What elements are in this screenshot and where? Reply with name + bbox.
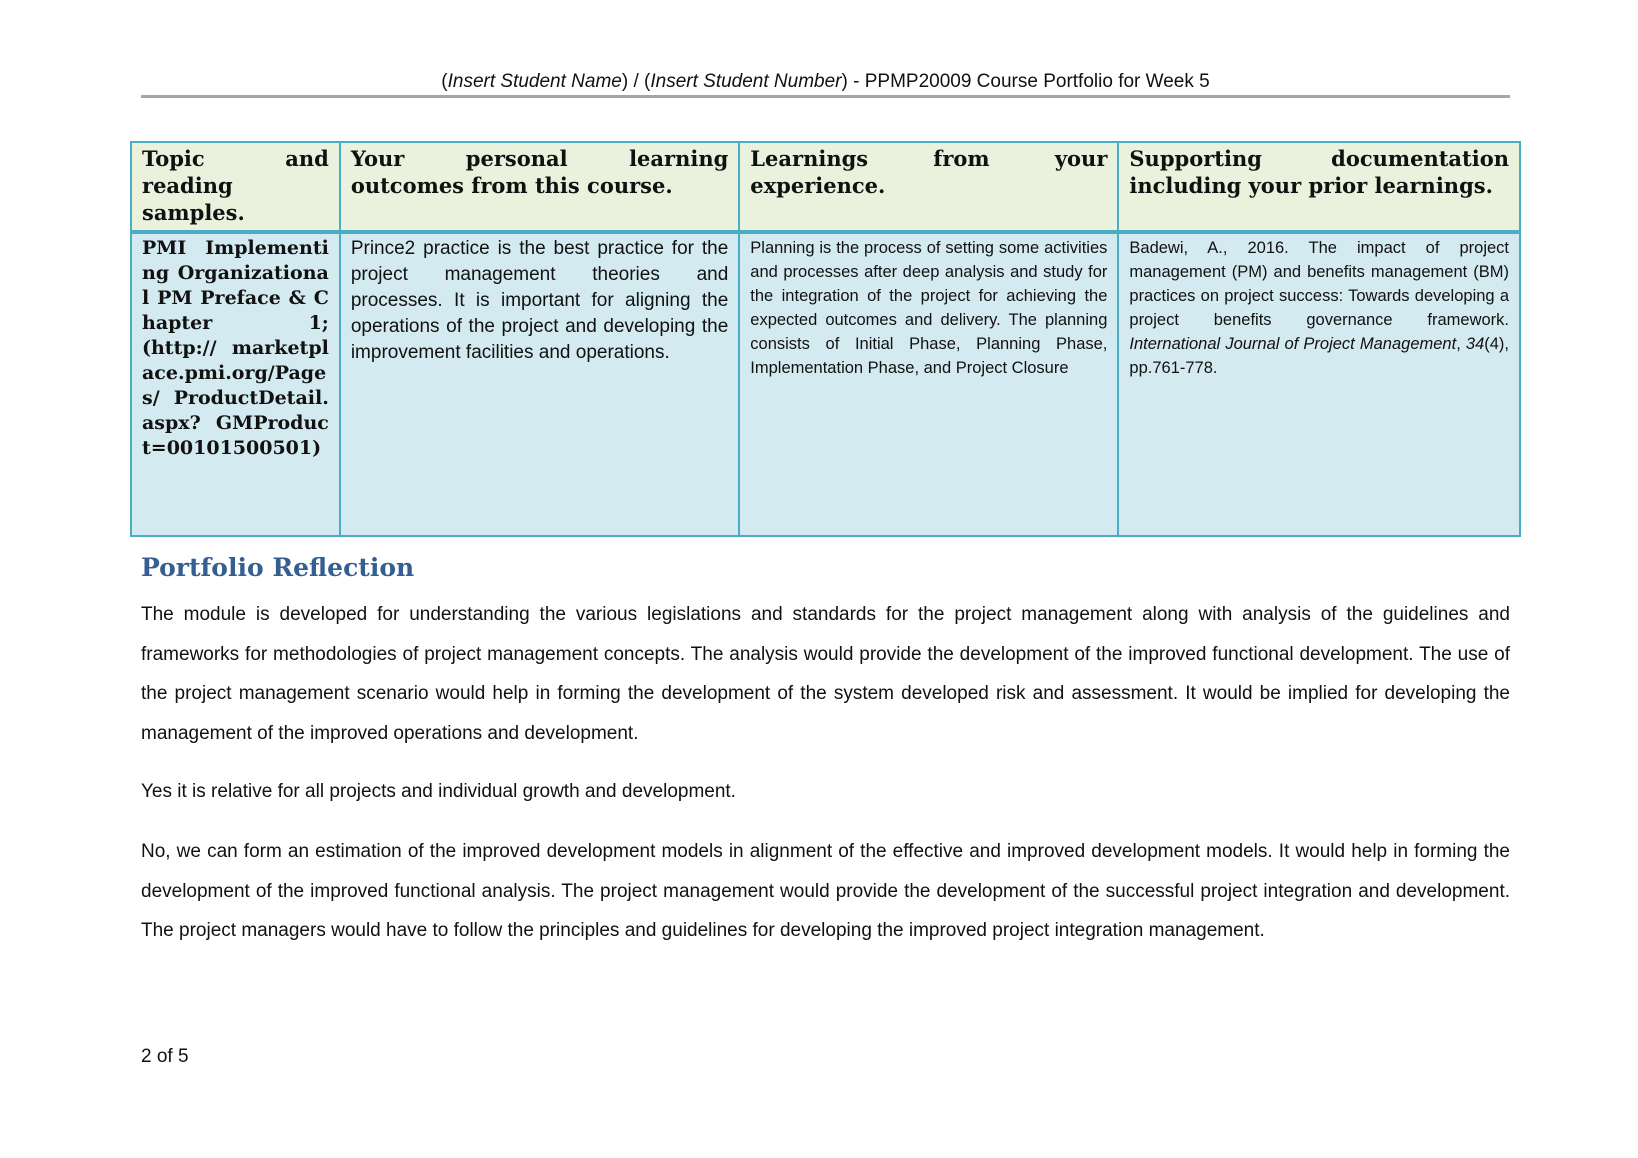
cell-outcome: Prince2 practice is the best practice for the project management theories and processes. It is important for aligning the operations of the project and developing the improvement facilities and operations. — [340, 232, 739, 536]
cell-topic — [131, 232, 340, 536]
table-row — [131, 232, 1520, 536]
header-open-paren: ( — [441, 71, 448, 92]
table-header-row — [131, 142, 1520, 232]
section-title: Portfolio Reflection — [141, 553, 415, 582]
page-header — [141, 70, 1510, 94]
portfolio-table — [130, 141, 1521, 537]
header-divider — [141, 95, 1510, 98]
reflection-paragraph-3: No, we can form an estimation of the improved development models in alignment of the effective and improved development models. It would help in forming the development of the improved functional analysis. The project management would provide the development of the successful project integration and development. The project managers would have to follow the principles and guidelines for developing the improved project integration management. — [141, 841, 1510, 941]
reference-volume: 34 — [1465, 335, 1485, 353]
reference-journal: International Journal of Project Management — [1129, 335, 1457, 353]
header-separator: ) / ( — [621, 71, 651, 92]
reflection-paragraph-2: Yes it is relative for all projects and individual growth and development. — [141, 781, 736, 802]
cell-supporting — [1118, 232, 1520, 536]
header-student-name: Insert Student Name — [447, 71, 622, 92]
reference-pages: (4), pp.761-778. — [1129, 335, 1509, 377]
topic-link[interactable]: (http:// marketplace.pmi.org/Pages/ ProductDetail.aspx? GMProduct=00101500501) — [142, 337, 329, 459]
cell-learnings: Planning is the process of setting some activities and processes after deep analysis and study for the integration of the project for achieving the expected outcomes and delivery. The planning consists of Initial Phase, Planning Phase, Implementation Phase, and Project Closure — [739, 232, 1118, 536]
header-topic: Topic and reading samples. — [131, 142, 340, 232]
header-learnings: Learnings from your experience. — [739, 142, 1118, 232]
header-course-title: ) - PPMP20009 Course Portfolio for Week 5 — [841, 71, 1210, 92]
header-supporting: Supporting documentation including your prior learnings. — [1118, 142, 1520, 232]
topic-title: PMI Implementing Organizational PM Preface & Chapter 1; — [142, 237, 329, 334]
header-student-number: Insert Student Number — [650, 71, 842, 92]
reflection-paragraph-1: The module is developed for understanding the various legislations and standards for the project management along with analysis of the guidelines and frameworks for methodologies of project management concepts. The analysis would provide the development of the improved functional development. The use of the project management scenario would help in forming the development of the system developed risk and assessment. It would be implied for developing the management of the improved operations and development. — [141, 604, 1510, 744]
reference-authors: Badewi, A., 2016. The impact of project management (PM) and benefits management (BM) practices on project success: Towards developing a project benefits governance framework. — [1129, 239, 1509, 329]
header-outcomes: Your personal learning outcomes from this course. — [340, 142, 739, 232]
reference-comma: , — [1456, 335, 1466, 353]
page-number: 2 of 5 — [141, 1046, 189, 1067]
